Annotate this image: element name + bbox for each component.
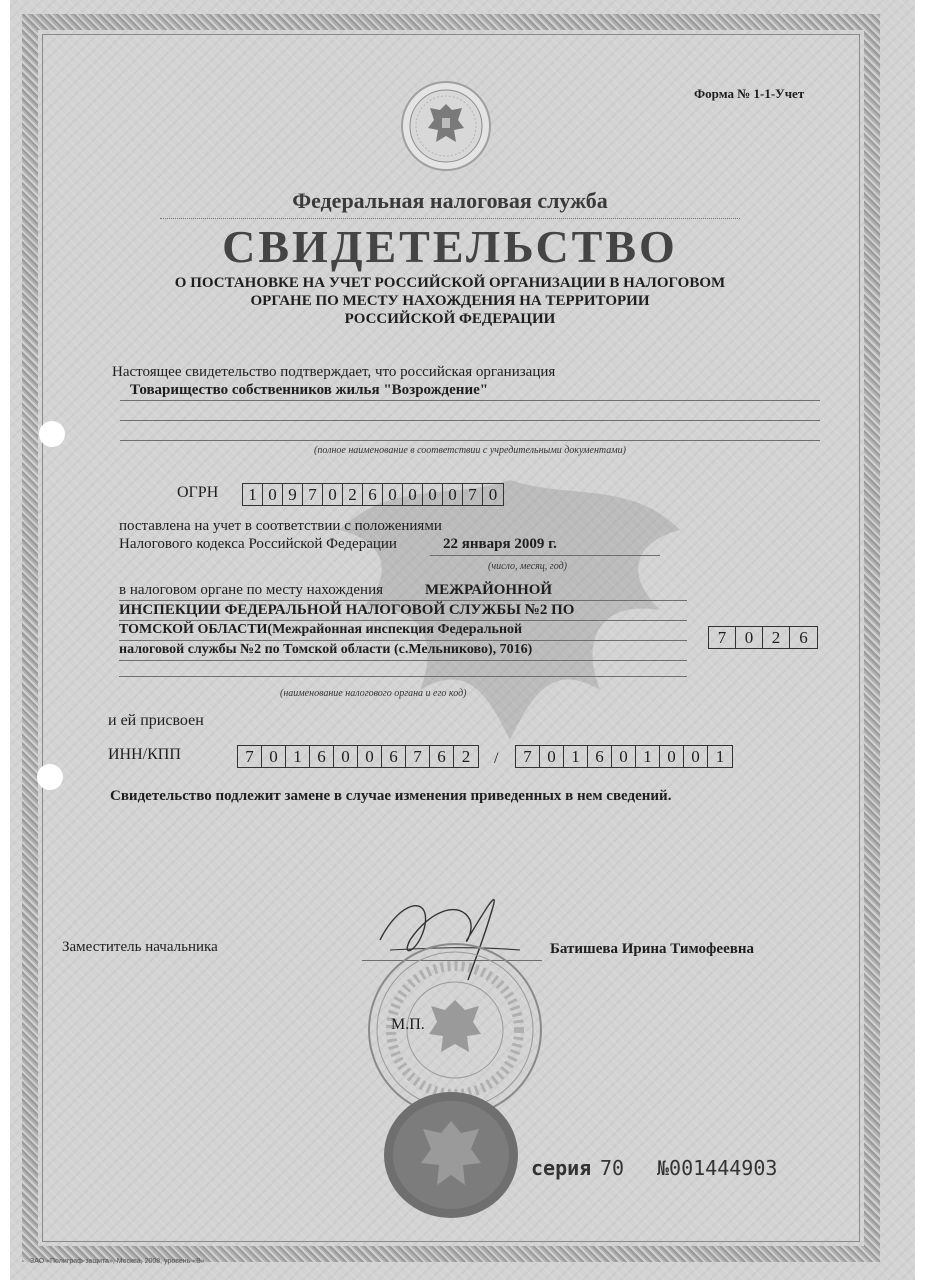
tax-office-rule-3	[119, 640, 687, 641]
subtitle-line: О ПОСТАНОВКЕ НА УЧЕТ РОССИЙСКОЙ ОРГАНИЗАЦИИ В НАЛОГОВОМ	[174, 275, 726, 291]
ogrn-digit: 0	[443, 484, 463, 505]
registration-line-1: поставлена на учет в соответствии с положениями	[119, 518, 442, 534]
tax-office-name-line: налоговой службы №2 по Томской области (с.Мельниково), 7016)	[119, 642, 533, 657]
state-emblem-icon	[400, 80, 492, 172]
punch-hole-top	[39, 421, 65, 447]
document-subtitle	[110, 274, 790, 328]
ogrn-digit: 0	[383, 484, 403, 505]
ogrn-digit: 0	[488, 485, 498, 504]
kpp-digit: 7	[516, 746, 540, 767]
ogrn-digit: 7	[303, 484, 323, 505]
kpp-digit: 1	[715, 747, 725, 766]
date-caption: (число, месяц, год)	[488, 561, 567, 572]
document-title: СВИДЕТЕЛЬСТВО	[222, 221, 678, 272]
signer-name: Батишева Ирина Тимофеевна	[550, 941, 754, 957]
organization-line-3	[120, 440, 820, 441]
kpp-digit: 0	[684, 746, 708, 767]
kpp-digit: 0	[660, 746, 684, 767]
inn-digit: 0	[334, 746, 358, 767]
tax-office-name-line: МЕЖРАЙОННОЙ	[425, 582, 553, 598]
inn-kpp-label: ИНН/КПП	[108, 746, 181, 763]
ogrn-digit: 6	[363, 484, 383, 505]
tax-office-name-line: ИНСПЕКЦИИ ФЕДЕРАЛЬНОЙ НАЛОГОВОЙ СЛУЖБЫ №2 ПО	[119, 602, 575, 618]
inn-digit: 2	[461, 747, 471, 766]
kpp-digit: 0	[540, 746, 564, 767]
form-number: Форма № 1-1-Учет	[694, 86, 805, 101]
organization-name: Товарищество собственников жилья "Возрождение"	[130, 382, 489, 398]
kpp-digit: 6	[588, 746, 612, 767]
agency-underline	[160, 218, 740, 219]
ogrn-digit: 9	[283, 484, 303, 505]
inn-digit: 0	[262, 746, 286, 767]
kpp-digit: 1	[564, 746, 588, 767]
tax-office-code-digit: 0	[736, 627, 763, 648]
inn-digit: 0	[358, 746, 382, 767]
ogrn-digit-boxes	[242, 483, 504, 506]
tax-office-code-digit: 6	[799, 628, 808, 647]
ogrn-digit: 0	[263, 484, 283, 505]
stamp-place-label: М.П.	[391, 1016, 425, 1033]
tax-office-intro: в налоговом органе по месту нахождения	[119, 582, 384, 598]
organization-line-1	[120, 400, 820, 401]
ogrn-digit: 2	[343, 484, 363, 505]
kpp-digit-boxes	[515, 745, 733, 768]
tax-office-rule-5	[119, 676, 687, 677]
organization-line-2	[120, 420, 820, 421]
inn-digit: 6	[382, 746, 406, 767]
tax-office-code-boxes	[708, 626, 818, 649]
tax-office-rule-1	[119, 600, 687, 601]
date-underline	[430, 555, 660, 556]
punch-hole-bottom	[37, 764, 63, 790]
ogrn-label: ОГРН	[177, 484, 219, 501]
replacement-notice: Свидетельство подлежит замене в случае изменения приведенных в нем сведений.	[110, 788, 672, 804]
inn-digit-boxes	[237, 745, 479, 768]
series-label: серия	[531, 1156, 592, 1180]
ogrn-digit: 0	[423, 484, 443, 505]
tax-office-code-digit: 2	[763, 627, 790, 648]
organization-intro: Настоящее свидетельство подтверждает, что российская организация	[112, 364, 556, 380]
inn-digit: 1	[286, 746, 310, 767]
tax-office-code-digit: 7	[709, 627, 736, 648]
inn-digit: 6	[310, 746, 334, 767]
ogrn-digit: 0	[323, 484, 343, 505]
kpp-digit: 1	[636, 746, 660, 767]
inn-digit: 7	[406, 746, 430, 767]
inn-kpp-separator: /	[494, 750, 499, 767]
subtitle-line: РОССИЙСКОЙ ФЕДЕРАЦИИ	[344, 311, 556, 327]
ogrn-digit: 7	[463, 484, 483, 505]
agency-name: Федеральная налоговая служба	[292, 188, 608, 213]
tax-office-caption: (наименование налогового органа и его код)	[280, 688, 467, 699]
subtitle-line: ОРГАНЕ ПО МЕСТУ НАХОЖДЕНИЯ НА ТЕРРИТОРИИ	[250, 293, 650, 309]
registration-line-2: Налогового кодекса Российской Федерации	[119, 536, 397, 552]
ogrn-digit: 0	[403, 484, 423, 505]
signer-position: Заместитель начальника	[62, 939, 218, 955]
printer-imprint: ЗАО «Полиграф-защита», Москва, 2008, уровень «В»	[30, 1258, 205, 1265]
assigned-label: и ей присвоен	[108, 712, 204, 729]
inn-digit: 7	[238, 746, 262, 767]
tax-office-rule-2	[119, 620, 687, 621]
organization-caption: (полное наименование в соответствии с учредительными документами)	[314, 445, 626, 456]
registration-date: 22 января 2009 г.	[443, 536, 557, 552]
tax-office-rule-4	[119, 660, 687, 661]
series-number: №001444903	[657, 1156, 778, 1180]
ogrn-digit: 1	[243, 484, 263, 505]
inn-digit: 6	[430, 746, 454, 767]
tax-office-name-line: ТОМСКОЙ ОБЛАСТИ(Межрайонная инспекция Федеральной	[119, 622, 523, 637]
hologram-seal-icon	[383, 1091, 519, 1219]
kpp-digit: 0	[612, 746, 636, 767]
series-value: 70	[600, 1156, 625, 1180]
